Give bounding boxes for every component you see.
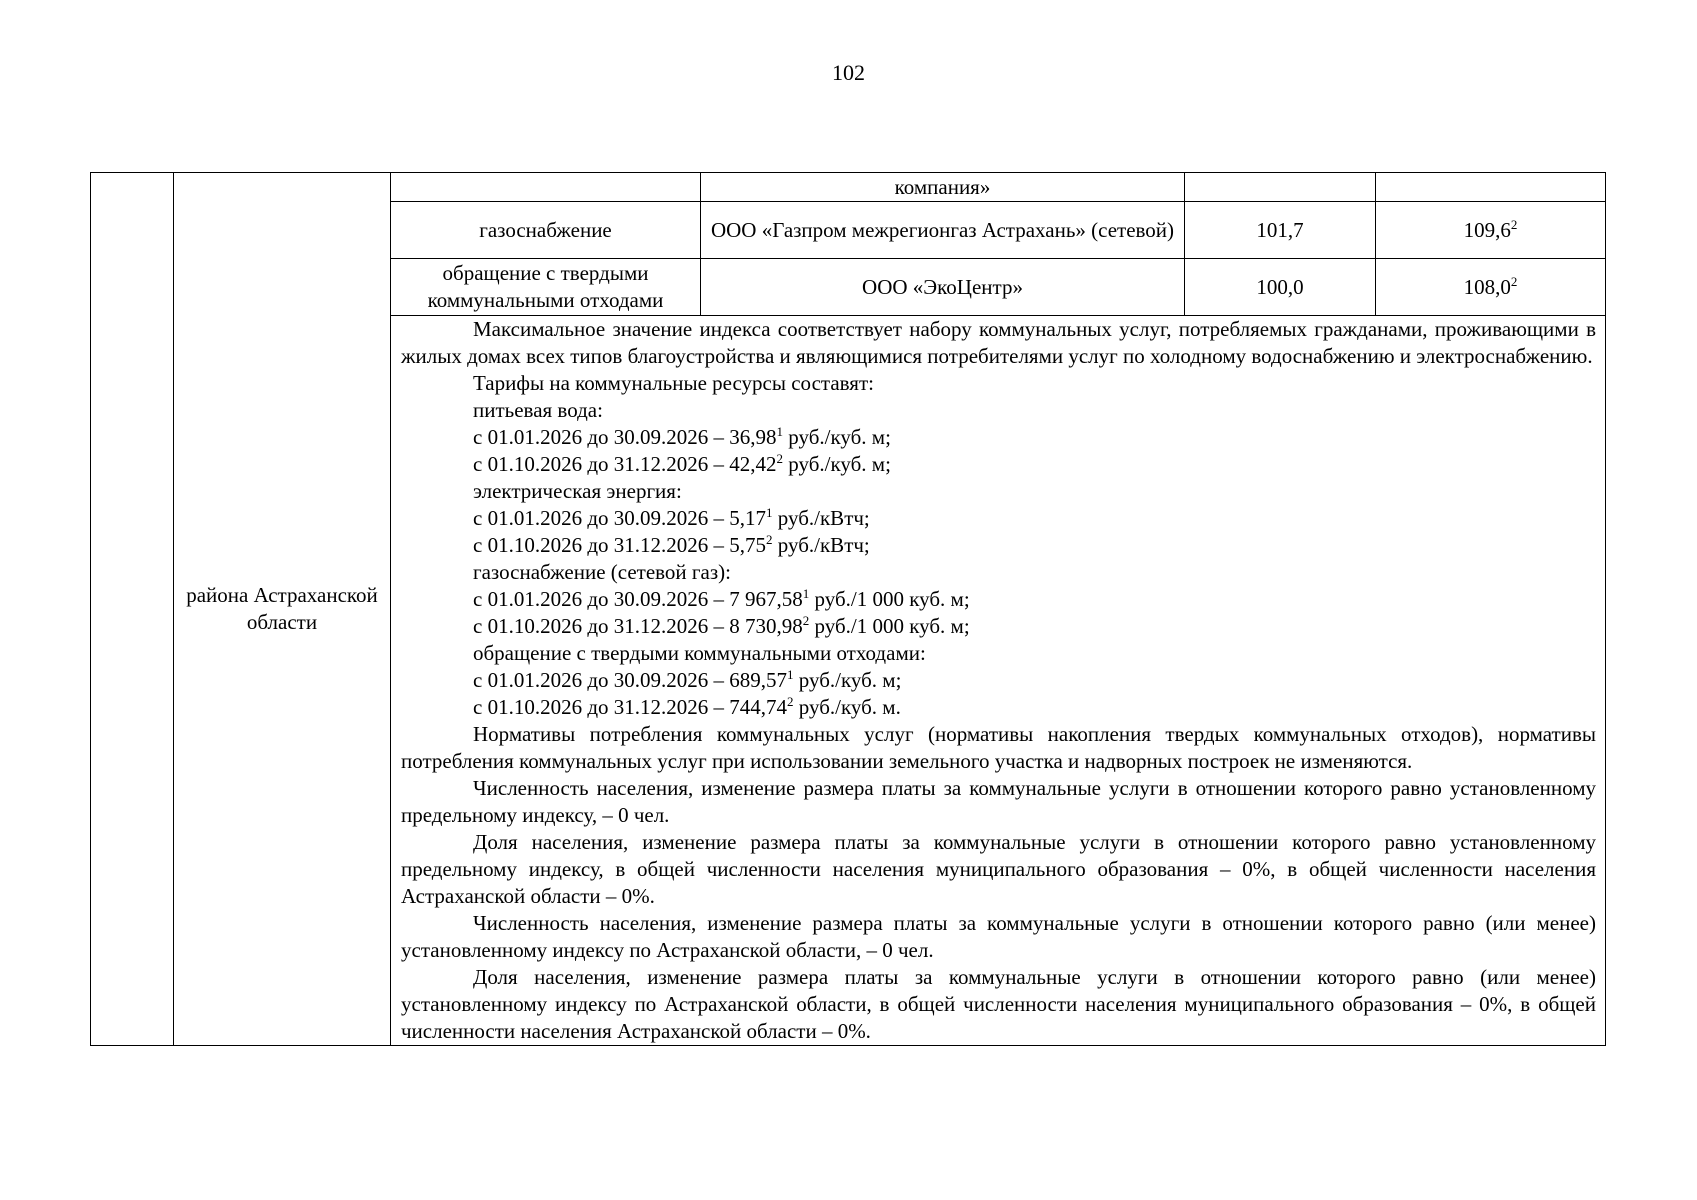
page-number: 102 xyxy=(832,60,865,85)
index-max-cell xyxy=(1376,173,1606,202)
note-paragraph: Численность населения, изменение размера платы за коммунальные услуги в отношении которого равно установленному предельному индексу, – 0 чел. xyxy=(401,776,1596,827)
region-cell: района Астраханской области xyxy=(174,173,391,1046)
note-paragraph: Нормативы потребления коммунальных услуг (нормативы накопления твердых коммунальных отходов), нормативы потребления коммунальных услуг при использовании земельного участка и надворных построек не изменяются. xyxy=(401,722,1596,773)
tariff-line: с 01.01.2026 до 30.09.2026 – 5,17$^1$ руб./кВтч; xyxy=(473,505,870,530)
index-cell: 101,7 xyxy=(1185,202,1376,259)
service-cell: газоснабжение xyxy=(391,202,701,259)
table-row xyxy=(91,173,1606,202)
tariff-resource-heading: электрическая энергия: xyxy=(473,479,682,503)
notes-cell xyxy=(391,316,1606,1046)
tariff-line: с 01.10.2026 до 31.12.2026 – 5,75$^2$ руб./кВтч; xyxy=(473,532,870,557)
tariff-list xyxy=(401,397,1596,721)
service-cell: обращение с твердыми коммунальными отходами xyxy=(391,259,701,316)
tariff-line: с 01.01.2026 до 30.09.2026 – 36,98$^1$ руб./куб. м; xyxy=(473,424,891,449)
note-paragraph: Численность населения, изменение размера платы за коммунальные услуги в отношении которого равно (или менее) установленному индексу по Астраханской области, – 0 чел. xyxy=(401,911,1596,962)
supplier-cell: ООО «ЭкоЦентр» xyxy=(701,259,1185,316)
tariff-resource-heading: обращение с твердыми коммунальными отходами: xyxy=(473,641,926,665)
tariffs-heading: Тарифы на коммунальные ресурсы составят: xyxy=(473,371,874,395)
service-cell xyxy=(391,173,701,202)
tariff-resource-heading: питьевая вода: xyxy=(473,398,603,422)
tariff-line: с 01.01.2026 до 30.09.2026 – 689,57$^1$ руб./куб. м; xyxy=(473,667,902,692)
supplier-cell: ООО «Газпром межрегионгаз Астрахань» (сетевой) xyxy=(701,202,1185,259)
note-paragraph: Максимальное значение индекса соответствует набору коммунальных услуг, потребляемых гражданами, проживающими в жилых домах всех типов благоустройства и являющимися потребителями услуг по холодному водоснабжению и электроснабжению. xyxy=(401,317,1596,368)
tariff-table xyxy=(90,172,1606,1046)
index-cell: 100,0 xyxy=(1185,259,1376,316)
tariff-line: с 01.01.2026 до 30.09.2026 – 7 967,58$^1$ руб./1 000 куб. м; xyxy=(473,586,970,611)
index-max-cell: 108,0$^2$ xyxy=(1376,259,1606,316)
note-paragraph: Доля населения, изменение размера платы за коммунальные услуги в отношении которого равно установленному предельному индексу, в общей численности населения муниципального образования – 0%, в общей численности населения Астраханской области – 0%. xyxy=(401,830,1596,908)
note-paragraph: Доля населения, изменение размера платы за коммунальные услуги в отношении которого равно (или менее) установленному индексу по Астраханской области, в общей численности населения муниципального образования – 0%, в общей численности населения Астраханской области – 0%. xyxy=(401,965,1596,1043)
tariff-line: с 01.10.2026 до 31.12.2026 – 8 730,98$^2$ руб./1 000 куб. м; xyxy=(473,613,970,638)
tariff-line: с 01.10.2026 до 31.12.2026 – 42,42$^2$ руб./куб. м; xyxy=(473,451,891,476)
tariff-resource-heading: газоснабжение (сетевой газ): xyxy=(473,560,731,584)
tariff-line: с 01.10.2026 до 31.12.2026 – 744,74$^2$ руб./куб. м. xyxy=(473,694,901,719)
supplier-cell: компания» xyxy=(701,173,1185,202)
index-max-cell: 109,6$^2$ xyxy=(1376,202,1606,259)
number-cell xyxy=(91,173,174,1046)
index-cell xyxy=(1185,173,1376,202)
